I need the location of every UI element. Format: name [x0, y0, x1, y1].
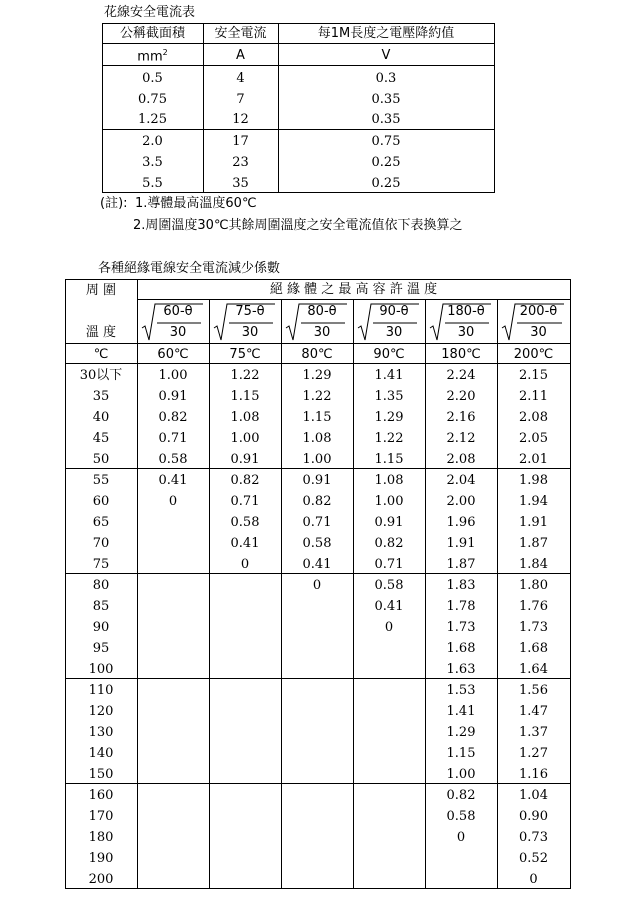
- table1-cell: 0.25: [371, 155, 401, 170]
- factor-cell: 2.05: [519, 431, 548, 446]
- factor-cell: 2.20: [446, 389, 476, 404]
- table1-header-1: 安全電流: [214, 26, 267, 41]
- ambient-temp-cell: 75: [92, 557, 110, 572]
- factor-cell: 1.15: [230, 389, 260, 404]
- factor-cell: 1.80: [519, 578, 548, 593]
- factor-cell: 1.37: [519, 725, 548, 740]
- unit-cell: 60℃: [157, 347, 189, 362]
- ambient-temp-cell: 190: [88, 851, 114, 866]
- ambient-temp-cell: 140: [88, 746, 114, 761]
- factor-cell: 0.41: [158, 473, 188, 488]
- factor-cell: 0.52: [519, 851, 548, 866]
- ambient-temp-cell: 55: [92, 473, 110, 488]
- factor-cell: 0.91: [302, 473, 332, 488]
- table1-cell: 1.25: [138, 112, 167, 127]
- factor-cell: 1.91: [519, 515, 548, 530]
- factor-cell: 1.29: [446, 725, 476, 740]
- formula-denominator: 30: [169, 325, 187, 340]
- factor-cell: 2.16: [446, 410, 476, 425]
- factor-cell: 0: [240, 557, 250, 572]
- ambient-temp-cell: 100: [88, 662, 114, 677]
- factor-cell: 2.24: [446, 368, 476, 383]
- factor-cell: 2.00: [446, 494, 476, 509]
- factor-cell: 0.82: [446, 788, 476, 803]
- ambient-temp-cell: 110: [88, 683, 114, 698]
- ambient-temp-cell: 180: [88, 830, 114, 845]
- factor-cell: 1.00: [374, 494, 404, 509]
- factor-cell: 0: [312, 578, 322, 593]
- ambient-temp-cell: 200: [88, 872, 114, 887]
- table-rule: [65, 363, 571, 364]
- table1-cell: 0.5: [142, 71, 163, 86]
- table1-cell: 0.75: [138, 92, 167, 107]
- table1-cell: 0.3: [375, 71, 397, 86]
- factor-cell: 0.41: [230, 536, 260, 551]
- factor-cell: 1.87: [519, 536, 548, 551]
- table-rule: [65, 678, 571, 679]
- factor-cell: 1.22: [374, 431, 404, 446]
- factor-cell: 1.15: [374, 452, 404, 467]
- factor-cell: 2.15: [519, 368, 548, 383]
- factor-cell: 0.90: [519, 809, 548, 824]
- table1-cell: 0.25: [371, 176, 401, 191]
- table-rule: [65, 468, 571, 469]
- formula-numerator: 180-θ: [447, 304, 485, 319]
- factor-cell: 0: [529, 872, 538, 887]
- factor-cell: 0.82: [302, 494, 332, 509]
- factor-cell: 1.56: [519, 683, 548, 698]
- factor-cell: 1.29: [374, 410, 404, 425]
- table1-cell: 12: [232, 112, 249, 127]
- unit-cell: 200℃: [513, 347, 554, 362]
- factor-cell: 0.71: [230, 494, 260, 509]
- factor-cell: 1.64: [519, 662, 548, 677]
- table1-cell: 2.0: [142, 134, 163, 149]
- ambient-temp-cell: 160: [88, 788, 114, 803]
- ambient-temp-cell: 95: [92, 641, 110, 656]
- factor-cell: 0: [456, 830, 466, 845]
- table-rule: [65, 888, 571, 889]
- table-rule: [65, 279, 571, 280]
- table-rule: [137, 299, 571, 300]
- formula-numerator: 90-θ: [379, 304, 409, 319]
- formula-denominator: 30: [241, 325, 259, 340]
- factor-cell: 1.47: [519, 704, 548, 719]
- header-ambient-top: 周 圍: [85, 283, 117, 298]
- factor-cell: 1.41: [446, 704, 476, 719]
- formula-numerator: 80-θ: [307, 304, 337, 319]
- table-rule: [102, 65, 495, 66]
- factor-cell: 0.91: [230, 452, 260, 467]
- ambient-temp-cell: 130: [88, 725, 114, 740]
- factor-cell: 1.76: [519, 599, 548, 614]
- factor-cell: 1.94: [519, 494, 548, 509]
- factor-cell: 1.08: [374, 473, 404, 488]
- table1-unit-current: A: [236, 48, 245, 63]
- formula-denominator: 30: [530, 325, 547, 340]
- factor-cell: 0.82: [374, 536, 404, 551]
- table-rule: [65, 343, 571, 344]
- factor-cell: 0.58: [446, 809, 476, 824]
- factor-cell: 2.08: [446, 452, 476, 467]
- table1-cell: 35: [232, 176, 249, 191]
- factor-cell: 0.41: [302, 557, 332, 572]
- ambient-temp-cell: 40: [92, 410, 110, 425]
- unit-cell: 180℃: [441, 347, 481, 362]
- factor-cell: 2.04: [446, 473, 476, 488]
- factor-cell: 0.71: [302, 515, 332, 530]
- table-rule: [65, 573, 571, 574]
- table1-cell: 0.35: [371, 92, 401, 107]
- factor-cell: 1.83: [446, 578, 476, 593]
- ambient-temp-cell: 30以下: [79, 368, 123, 383]
- table-rule: [65, 783, 571, 784]
- notes-label: (註):: [100, 196, 128, 211]
- factor-cell: 1.08: [302, 431, 332, 446]
- factor-cell: 1.15: [446, 746, 476, 761]
- header-ambient-bottom: 溫 度: [85, 325, 117, 340]
- factor-cell: 1.29: [302, 368, 332, 383]
- factor-cell: 1.73: [446, 620, 476, 635]
- formula-numerator: 200-θ: [519, 304, 558, 319]
- factor-cell: 1.41: [374, 368, 404, 383]
- factor-cell: 1.91: [446, 536, 476, 551]
- unit-cell: ℃: [93, 347, 109, 362]
- factor-cell: 0.91: [158, 389, 188, 404]
- factor-cell: 1.16: [519, 767, 548, 782]
- table2-title: 各種絕緣電線安全電流減少係數: [98, 261, 281, 276]
- factor-cell: 1.35: [374, 389, 404, 404]
- table1-cell: 23: [232, 155, 249, 170]
- factor-cell: 0: [168, 494, 178, 509]
- factor-cell: 0: [384, 620, 394, 635]
- unit-cell: 80℃: [301, 347, 333, 362]
- factor-cell: 1.22: [230, 368, 260, 383]
- ambient-temp-cell: 60: [92, 494, 110, 509]
- factor-cell: 0.91: [374, 515, 404, 530]
- table1-unit-voltage: V: [381, 48, 391, 63]
- factor-cell: 2.12: [446, 431, 476, 446]
- factor-cell: 1.15: [302, 410, 332, 425]
- factor-cell: 1.00: [446, 767, 476, 782]
- table-rule: [102, 43, 495, 44]
- header-insulation-max-temp: 絕 緣 體 之 最 高 容 許 溫 度: [269, 282, 438, 297]
- factor-cell: 0.58: [158, 452, 188, 467]
- factor-cell: 1.27: [519, 746, 548, 761]
- factor-cell: 1.63: [446, 662, 476, 677]
- ambient-temp-cell: 70: [92, 536, 110, 551]
- note-1: 1.導體最高溫度60℃: [135, 196, 257, 211]
- ambient-temp-cell: 50: [92, 452, 110, 467]
- factor-cell: 0.73: [519, 830, 548, 845]
- table-rule: [281, 299, 282, 889]
- table1-unit-area: $mm^2$: [137, 48, 168, 65]
- table1-header-2: 每1M長度之電壓降約值: [317, 26, 455, 41]
- table1-cell: 4: [236, 71, 245, 86]
- ambient-temp-cell: 170: [88, 809, 114, 824]
- unit-cell: 90℃: [373, 347, 405, 362]
- factor-cell: 1.68: [446, 641, 476, 656]
- table1-cell: 7: [236, 92, 245, 107]
- ambient-temp-cell: 150: [88, 767, 114, 782]
- table1-cell: 17: [232, 134, 249, 149]
- factor-cell: 1.00: [230, 431, 260, 446]
- factor-cell: 1.87: [446, 557, 476, 572]
- table1-title: 花線安全電流表: [104, 5, 196, 20]
- factor-cell: 1.73: [519, 620, 548, 635]
- factor-cell: 0.71: [374, 557, 404, 572]
- factor-cell: 0.82: [230, 473, 260, 488]
- table1-cell: 3.5: [142, 155, 163, 170]
- ambient-temp-cell: 35: [92, 389, 110, 404]
- factor-cell: 1.00: [158, 368, 188, 383]
- table-rule: [209, 299, 210, 889]
- formula-denominator: 30: [313, 325, 331, 340]
- factor-cell: 1.96: [446, 515, 476, 530]
- table1-cell: 0.35: [371, 112, 401, 127]
- factor-cell: 0.82: [158, 410, 188, 425]
- factor-cell: 1.78: [446, 599, 476, 614]
- factor-cell: 1.98: [519, 473, 548, 488]
- factor-cell: 1.00: [302, 452, 332, 467]
- unit-superscript: 2: [162, 48, 168, 57]
- factor-cell: 1.53: [446, 683, 476, 698]
- factor-cell: 1.08: [230, 410, 260, 425]
- table-rule: [353, 299, 354, 889]
- formula-numerator: 60-θ: [163, 304, 193, 319]
- table1-cell: 0.75: [371, 134, 401, 149]
- factor-cell: 2.08: [519, 410, 548, 425]
- formula-numerator: 75-θ: [235, 304, 265, 319]
- ambient-temp-cell: 120: [88, 704, 114, 719]
- factor-cell: 0.58: [302, 536, 332, 551]
- ambient-temp-cell: 65: [92, 515, 110, 530]
- factor-cell: 2.11: [519, 389, 548, 404]
- ambient-temp-cell: 90: [92, 620, 110, 635]
- table1-cell: 5.5: [142, 176, 163, 191]
- factor-cell: 1.22: [302, 389, 332, 404]
- factor-cell: 2.01: [519, 452, 548, 467]
- table-rule: [494, 23, 495, 193]
- factor-cell: 1.84: [519, 557, 548, 572]
- table-rule: [102, 23, 495, 24]
- factor-cell: 0.58: [374, 578, 404, 593]
- factor-cell: 0.71: [158, 431, 188, 446]
- unit-cell: 75℃: [229, 347, 261, 362]
- ambient-temp-cell: 85: [92, 599, 110, 614]
- table-rule: [570, 279, 571, 889]
- note-2: 2.周圍溫度30℃其餘周圍溫度之安全電流值依下表換算之: [133, 218, 463, 233]
- table-rule: [102, 129, 495, 130]
- factor-cell: 0.41: [374, 599, 404, 614]
- ambient-temp-cell: 80: [92, 578, 110, 593]
- table-rule: [102, 192, 495, 193]
- formula-denominator: 30: [385, 325, 403, 340]
- formula-denominator: 30: [457, 325, 475, 340]
- ambient-temp-cell: 45: [92, 431, 110, 446]
- factor-cell: 1.04: [519, 788, 548, 803]
- table1-header-0: 公稱截面積: [119, 26, 185, 41]
- factor-cell: 1.68: [519, 641, 548, 656]
- factor-cell: 0.58: [230, 515, 260, 530]
